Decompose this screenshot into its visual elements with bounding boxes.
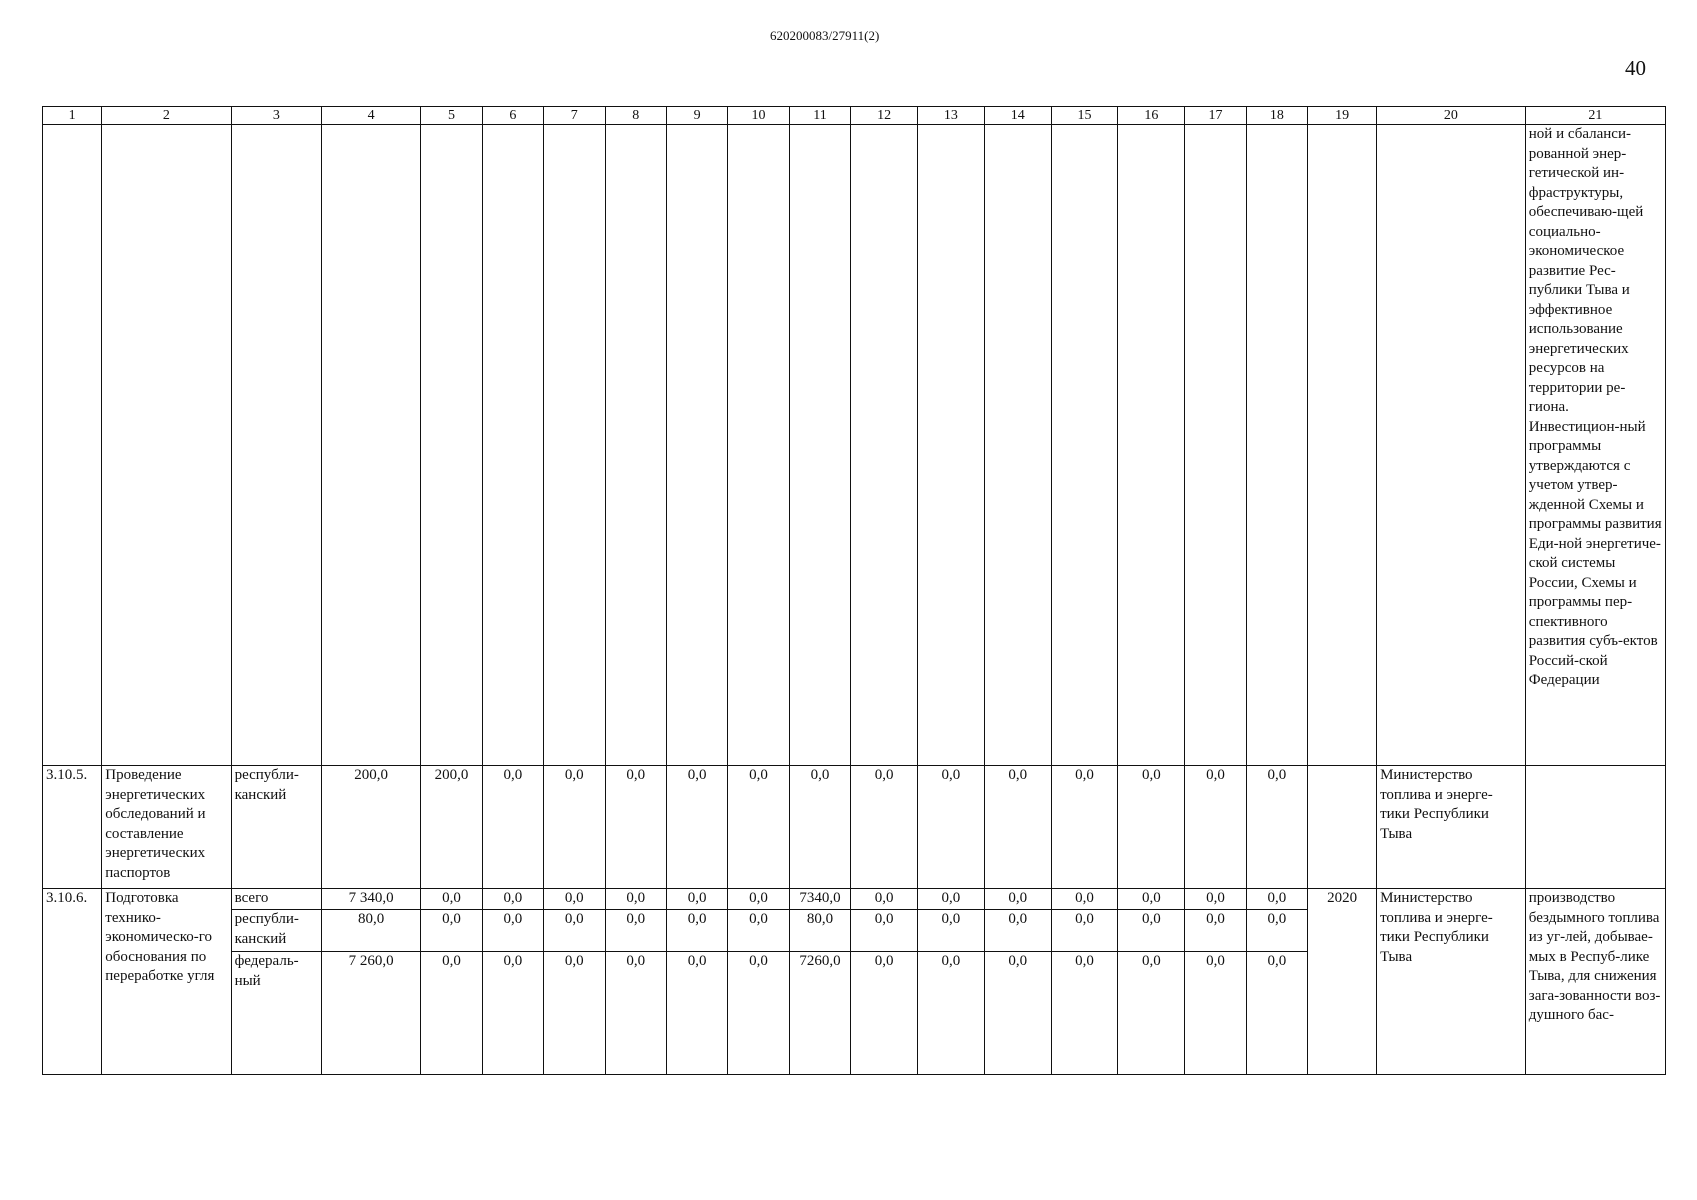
value-cell: 7 340,0 xyxy=(322,889,420,910)
funding-source-stack xyxy=(231,889,322,1075)
value-cell: 0,0 xyxy=(1206,953,1225,969)
value-stack xyxy=(984,889,1051,1075)
column-number: 9 xyxy=(666,107,727,125)
column-number: 1 xyxy=(43,107,102,125)
value-cell: 0,0 xyxy=(728,889,788,910)
column-number-row xyxy=(43,107,1666,125)
value-cell: 0,0 xyxy=(984,766,1051,889)
value-cell: 0,0 xyxy=(1118,889,1184,910)
value-cell: 0,0 xyxy=(851,910,917,952)
value-cell: 0,0 xyxy=(851,889,917,910)
column-number: 3 xyxy=(231,107,322,125)
value-cell: 0,0 xyxy=(874,953,894,969)
value-stack xyxy=(1246,889,1307,1075)
value-cell: 0,0 xyxy=(941,953,961,969)
column-number: 11 xyxy=(789,107,850,125)
column-number: 12 xyxy=(851,107,918,125)
value-cell: 0,0 xyxy=(667,910,727,952)
value-cell: 0,0 xyxy=(1185,889,1245,910)
value-stack xyxy=(1051,889,1118,1075)
page-number: 40 xyxy=(1625,56,1646,80)
table-row-3-10-6 xyxy=(43,889,1666,1075)
value-cell: 0,0 xyxy=(564,953,584,969)
column-number: 17 xyxy=(1185,107,1246,125)
table-row-3-10-5 xyxy=(43,766,1666,889)
value-cell: 0,0 xyxy=(851,766,918,889)
value-cell: 0,0 xyxy=(728,910,788,952)
value-cell: 0,0 xyxy=(483,910,543,952)
result-cell: производство бездымного топлива из уг-лей, добывае-мых в Респуб-лике Тыва, для снижения зага-зованности воз-душного бас- xyxy=(1525,889,1665,1075)
value-cell: 0,0 xyxy=(1185,910,1245,952)
funding-source: республи-канский xyxy=(231,766,322,889)
value-cell: 0,0 xyxy=(503,953,523,969)
value-stack xyxy=(421,889,482,1075)
value-cell: 80,0 xyxy=(790,910,850,952)
executor-cell: Министерство топлива и энерге-тики Республики Тыва xyxy=(1377,766,1526,889)
column-number: 5 xyxy=(421,107,482,125)
value-stack xyxy=(605,889,666,1075)
value-cell: 0,0 xyxy=(918,766,985,889)
value-cell: 0,0 xyxy=(1118,766,1185,889)
value-cell: 0,0 xyxy=(985,910,1051,952)
column-number: 8 xyxy=(605,107,666,125)
funding-source: федераль-ный xyxy=(234,953,299,989)
value-stack xyxy=(544,889,605,1075)
value-cell: 0,0 xyxy=(1075,953,1094,969)
value-cell: 0,0 xyxy=(985,889,1051,910)
column-number: 19 xyxy=(1308,107,1377,125)
executor-cell: Министерство топлива и энерге-тики Республики Тыва xyxy=(1377,889,1526,1075)
value-cell: 7340,0 xyxy=(790,889,850,910)
activity-name: Подготовка технико-экономическо-го обоснования по переработке угля xyxy=(102,889,231,1075)
value-cell: 0,0 xyxy=(666,766,727,889)
program-table xyxy=(42,106,1666,1075)
row-number: 3.10.5. xyxy=(43,766,102,889)
column-number: 4 xyxy=(322,107,421,125)
value-cell: 0,0 xyxy=(1141,953,1161,969)
value-stack xyxy=(728,889,789,1075)
continuation-row xyxy=(43,125,1666,766)
value-stack xyxy=(666,889,727,1075)
value-stack xyxy=(322,889,421,1075)
year-cell: 2020 xyxy=(1308,889,1377,1075)
column-number: 15 xyxy=(1051,107,1118,125)
value-cell: 0,0 xyxy=(1267,953,1287,969)
value-cell: 0,0 xyxy=(544,910,604,952)
value-cell: 0,0 xyxy=(749,953,768,969)
value-cell: 200,0 xyxy=(322,766,421,889)
value-stack xyxy=(1118,889,1185,1075)
value-stack xyxy=(789,889,850,1075)
value-cell: 0,0 xyxy=(1051,766,1118,889)
funding-source: всего xyxy=(232,889,322,910)
value-cell: 0,0 xyxy=(606,910,666,952)
funding-source: республи-канский xyxy=(232,910,322,952)
column-number: 14 xyxy=(984,107,1051,125)
column-number: 7 xyxy=(544,107,605,125)
value-stack xyxy=(918,889,985,1075)
value-cell: 0,0 xyxy=(1052,889,1118,910)
value-stack xyxy=(1185,889,1246,1075)
value-stack xyxy=(482,889,543,1075)
value-cell: 0,0 xyxy=(421,889,481,910)
value-cell: 0,0 xyxy=(544,889,604,910)
column-number: 20 xyxy=(1377,107,1526,125)
value-cell: 0,0 xyxy=(1118,910,1184,952)
value-cell: 0,0 xyxy=(918,910,984,952)
value-cell: 80,0 xyxy=(322,910,420,952)
value-cell: 0,0 xyxy=(606,889,666,910)
value-cell: 200,0 xyxy=(421,766,482,889)
value-cell: 7260,0 xyxy=(799,953,841,969)
value-cell: 0,0 xyxy=(483,889,543,910)
value-cell: 0,0 xyxy=(421,910,481,952)
value-cell: 0,0 xyxy=(1052,910,1118,952)
value-cell: 0,0 xyxy=(667,889,727,910)
column-number: 21 xyxy=(1525,107,1665,125)
result-cell-continued: ной и сбаланси-рованной энер-гетической ин-фраструктуры, обеспечиваю-щей социально-экономическое развитие Рес-публики Тыва и эффективное использование энергетических ресурсов на территории ре-гиона. Инвестицион-ный программы утверждаются с учетом утвер-жденной Схемы и программы развития Еди-ной энергетиче-ской системы России, Схемы и программы пер-спективного развития субъ-ектов Россий-ской Федерации xyxy=(1525,125,1665,766)
value-cell: 0,0 xyxy=(605,766,666,889)
row-number: 3.10.6. xyxy=(43,889,102,1075)
column-number: 6 xyxy=(482,107,543,125)
value-cell: 0,0 xyxy=(482,766,543,889)
value-stack xyxy=(851,889,918,1075)
value-cell: 0,0 xyxy=(1008,953,1028,969)
column-number: 13 xyxy=(918,107,985,125)
result-cell xyxy=(1525,766,1665,889)
value-cell: 0,0 xyxy=(789,766,850,889)
column-number: 10 xyxy=(728,107,789,125)
value-cell: 0,0 xyxy=(1247,889,1307,910)
value-cell: 0,0 xyxy=(544,766,605,889)
value-cell: 0,0 xyxy=(626,953,646,969)
value-cell: 0,0 xyxy=(728,766,789,889)
value-cell: 0,0 xyxy=(442,953,461,969)
value-cell: 0,0 xyxy=(687,953,707,969)
value-cell: 0,0 xyxy=(918,889,984,910)
column-number: 16 xyxy=(1118,107,1185,125)
value-cell: 0,0 xyxy=(1185,766,1246,889)
value-cell: 0,0 xyxy=(1246,766,1307,889)
year-cell xyxy=(1308,766,1377,889)
value-cell: 7 260,0 xyxy=(348,953,394,969)
activity-name: Проведение энергетических обследований и составление энергетических паспортов xyxy=(102,766,231,889)
column-number: 18 xyxy=(1246,107,1307,125)
column-number: 2 xyxy=(102,107,231,125)
document-id: 620200083/27911(2) xyxy=(770,28,880,43)
value-cell: 0,0 xyxy=(1247,910,1307,952)
